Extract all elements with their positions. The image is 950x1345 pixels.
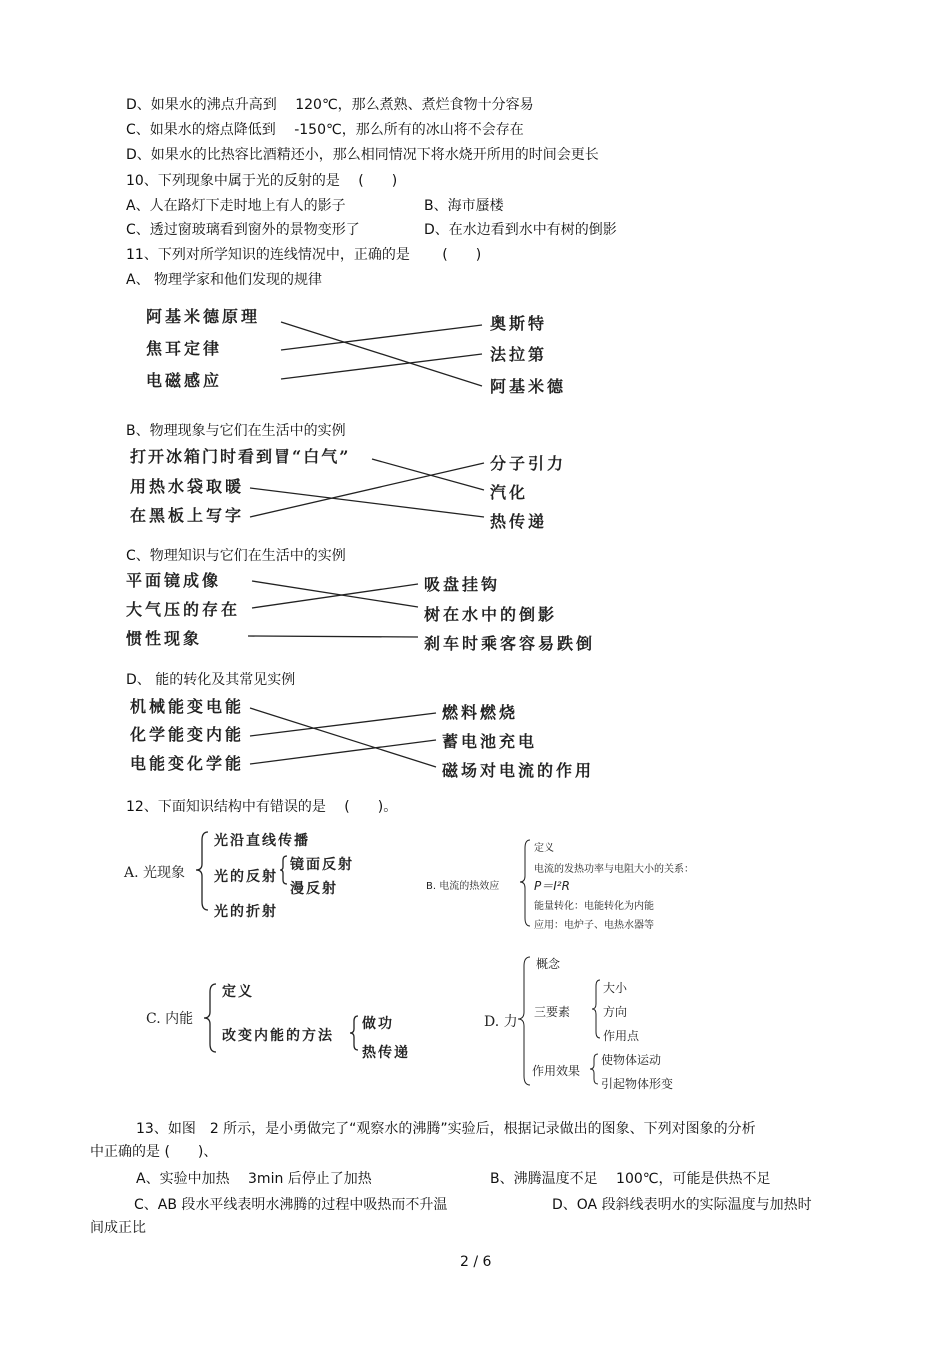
match-c-right-1: 吸盘挂钩	[424, 575, 501, 594]
match-d-left-2: 化学能变内能	[130, 725, 245, 744]
question-13-cont: 中正确的是 ( )、	[90, 1144, 218, 1160]
tree-d-n1: 概念	[536, 957, 561, 971]
match-d-right-2: 蓄电池充电	[442, 732, 538, 751]
option-d-boiling: D、如果水的沸点升高到 120℃，那么煮熟、煮烂食物十分容易	[126, 97, 534, 113]
q13-option-b: B、沸腾温度不足 100℃，可能是供热不足	[490, 1171, 771, 1187]
q10-option-b: B、海市蜃楼	[424, 198, 504, 214]
tree-c-brace	[204, 984, 216, 1052]
option-d-heat-capacity: D、如果水的比热容比酒精还小，那么相同情况下将水烧开所用的时间会更长	[126, 147, 599, 163]
match-c-line-3	[248, 636, 418, 637]
tree-d-n2c: 作用点	[603, 1029, 640, 1043]
match-b-line-3	[250, 463, 484, 517]
tree-a-n2b: 漫反射	[290, 881, 338, 897]
match-a-left-3: 电磁感应	[146, 371, 223, 390]
tree-d-root: D. 力	[484, 1014, 518, 1030]
tree-b-n4: 能量转化：电能转化为内能	[534, 901, 654, 912]
tree-b-n5: 应用：电炉子、电热水器等	[534, 920, 654, 931]
match-b-right-1: 分子引力	[490, 454, 567, 473]
tree-a-sub-brace	[280, 856, 287, 884]
tree-d-n2b: 方向	[603, 1005, 628, 1019]
tree-d-n2a: 大小	[603, 981, 628, 995]
tree-b-root: B. 电流的热效应	[426, 881, 500, 892]
match-a-line-3	[281, 354, 482, 379]
q11-option-c: C、物理知识与它们在生活中的实例	[126, 548, 346, 564]
match-d-left-3: 电能变化学能	[130, 754, 245, 773]
q13-option-d: D、OA 段斜线表明水的实际温度与加热时	[552, 1197, 812, 1213]
match-c-left-2: 大气压的存在	[126, 600, 241, 619]
q10-option-c: C、透过窗玻璃看到窗外的景物变形了	[126, 222, 360, 238]
match-c-left-1: 平面镜成像	[126, 571, 222, 590]
tree-d-n3a: 使物体运动	[601, 1053, 662, 1067]
match-a-line-2	[281, 325, 482, 350]
tree-a-root: A. 光现象	[124, 865, 186, 881]
match-b-left-1: 打开冰箱门时看到冒“白气”	[130, 447, 351, 466]
match-c-line-1	[252, 581, 418, 607]
match-b-line-2	[250, 488, 484, 517]
tree-c-n2a: 做功	[362, 1016, 394, 1032]
question-12: 12、下面知识结构中有错误的是 ( )。	[126, 799, 398, 815]
tree-a-n3: 光的折射	[214, 904, 278, 920]
tree-d-n3b: 引起物体形变	[601, 1077, 674, 1091]
tree-b-n1: 定义	[534, 843, 554, 854]
tree-d-sub-brace-1	[592, 980, 600, 1038]
match-c-line-2	[252, 584, 418, 608]
q10-option-d: D、在水边看到水中有树的倒影	[424, 222, 617, 238]
tree-d-sub-brace-2	[590, 1054, 598, 1084]
tree-b-n3: P＝I²R	[534, 879, 570, 893]
page-number: 2 / 6	[460, 1254, 492, 1270]
q11-option-d: D、 能的转化及其常见实例	[126, 672, 296, 688]
tree-b-n2: 电流的发热功率与电阻大小的关系：	[534, 864, 694, 875]
match-b-right-3: 热传递	[490, 512, 548, 531]
question-13: 13、如图 2 所示，是小勇做完了“观察水的沸腾”实验后，根据记录做出的图象、下列对图象的分析	[136, 1121, 756, 1137]
tree-d-brace	[518, 957, 530, 1085]
match-d-right-1: 燃料燃烧	[442, 703, 519, 722]
q13-option-d-cont: 间成正比	[90, 1220, 146, 1236]
tree-b-brace	[520, 840, 530, 926]
tree-c-n2: 改变内能的方法	[222, 1028, 334, 1044]
match-a-line-1	[281, 322, 482, 386]
match-a-left-2: 焦耳定律	[146, 339, 223, 358]
match-d-left-1: 机械能变电能	[130, 697, 245, 716]
tree-c-sub-brace	[350, 1016, 358, 1050]
tree-c-n1: 定义	[222, 984, 254, 1000]
tree-c-n2b: 热传递	[362, 1045, 410, 1061]
match-c-right-2: 树在水中的倒影	[424, 605, 558, 624]
q13-option-c: C、AB 段水平线表明水沸腾的过程中吸热而不升温	[134, 1197, 448, 1213]
match-a-right-2: 法拉第	[490, 345, 548, 364]
match-a-right-3: 阿基米德	[490, 377, 567, 396]
question-11: 11、下列对所学知识的连线情况中，正确的是 ( )	[126, 247, 482, 263]
q13-option-a: A、实验中加热 3min 后停止了加热	[136, 1171, 372, 1187]
q11-option-b: B、物理现象与它们在生活中的实例	[126, 423, 346, 439]
match-b-left-2: 用热水袋取暖	[130, 477, 245, 496]
question-10: 10、下列现象中属于光的反射的是 ( )	[126, 173, 398, 189]
tree-d-n2: 三要素	[534, 1005, 571, 1019]
tree-a-brace	[196, 832, 208, 910]
match-b-right-2: 汽化	[490, 483, 529, 502]
match-d-right-3: 磁场对电流的作用	[442, 761, 595, 780]
q11-option-a: A、 物理学家和他们发现的规律	[126, 272, 323, 288]
tree-a-n1: 光沿直线传播	[214, 833, 310, 849]
match-d-line-3	[250, 740, 436, 764]
match-c-left-3: 惯性现象	[126, 629, 203, 648]
match-c-right-3: 刹车时乘客容易跌倒	[424, 634, 596, 653]
option-c-melting: C、如果水的熔点降低到 -150℃，那么所有的冰山将不会存在	[126, 122, 524, 138]
tree-d-n3: 作用效果	[532, 1064, 581, 1078]
tree-a-n2a: 镜面反射	[290, 857, 354, 873]
match-a-right-1: 奥斯特	[490, 314, 548, 333]
tree-a-n2: 光的反射	[214, 869, 278, 885]
match-b-left-3: 在黑板上写字	[130, 506, 245, 525]
match-a-left-1: 阿基米德原理	[146, 307, 261, 326]
tree-c-root: C. 内能	[146, 1011, 194, 1027]
q10-option-a: A、人在路灯下走时地上有人的影子	[126, 198, 346, 214]
